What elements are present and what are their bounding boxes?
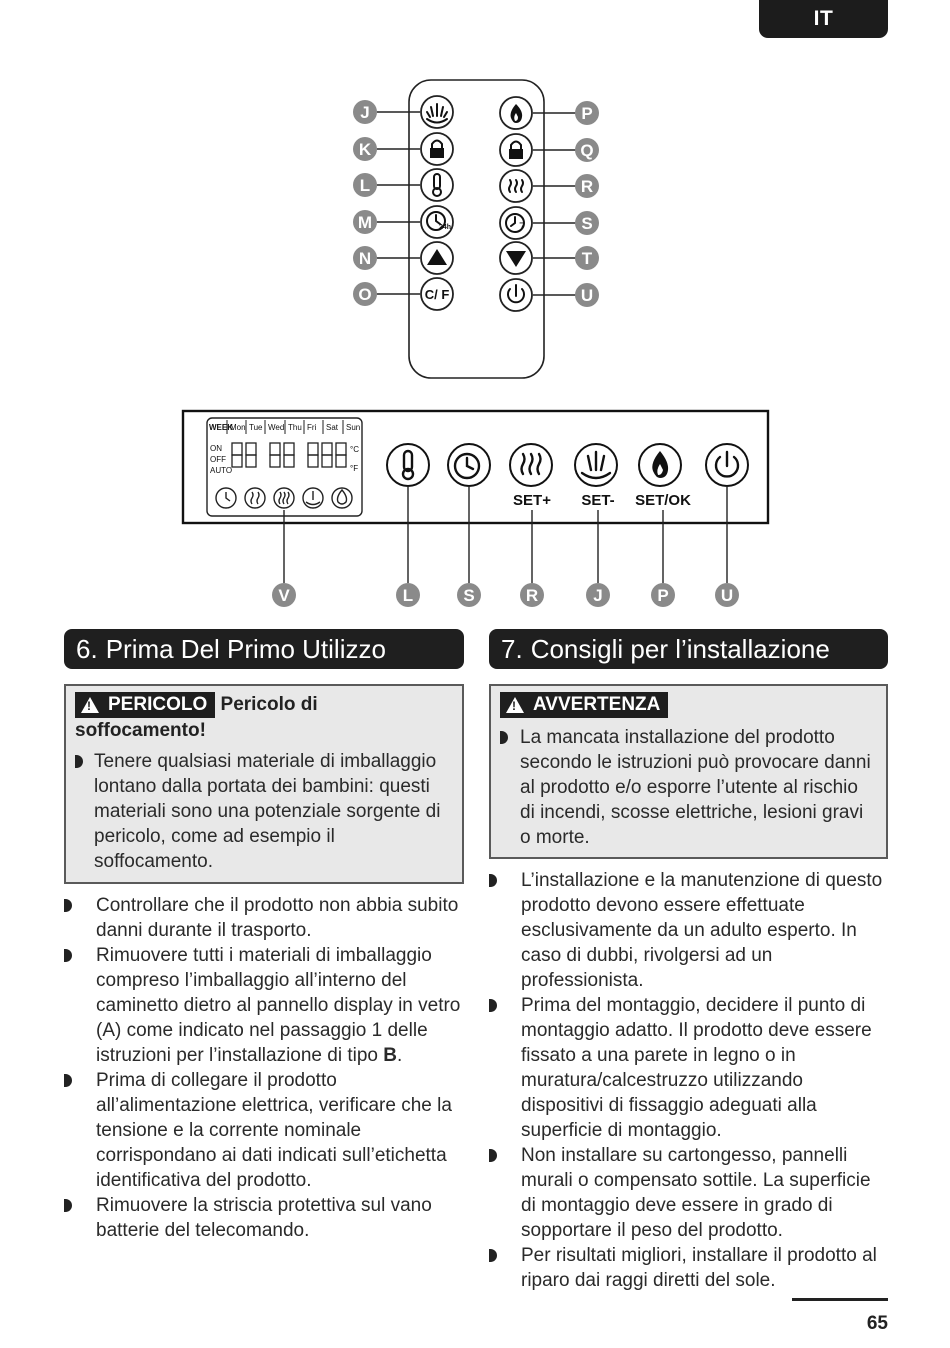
section-6-bullet-2-text: Rimuovere tutti i materiali di imballaggio compreso l’imballaggio all’interno del caminetto dietro al pannello display in vetro (A) come indicato nel passaggio 1 delle istruzioni per l’installazione di tipo bbox=[96, 945, 461, 1066]
lcd-day-wed: Wed bbox=[268, 423, 285, 432]
danger-warning-box bbox=[64, 684, 464, 884]
timer-24h-text: 24h bbox=[439, 224, 452, 231]
caution-bullet: La mancata installazione del prodotto secondo le istruzioni può provocare danni al prodotto e/o esporre l’utente al rischio di incendi, scosse elettriche, lesioni gravi o morte. bbox=[500, 725, 876, 850]
caution-title bbox=[500, 692, 876, 718]
danger-bullet: Tenere qualsiasi materiale di imballaggio lontano dalla portata dei bambini: questi materiali sono una potenziale sorgente di pericolo, come ad esempio il soffocamento. bbox=[75, 749, 452, 874]
caution-badge bbox=[500, 692, 668, 718]
callout-J: J bbox=[360, 103, 370, 122]
section-7-heading bbox=[489, 629, 888, 669]
lcd-unit-c: °C bbox=[350, 445, 359, 454]
section-6-bullet-1: Controllare che il prodotto non abbia subito danni durante il trasporto. bbox=[64, 893, 466, 943]
language-tab: IT bbox=[759, 0, 888, 38]
section-7-bullets bbox=[489, 868, 889, 1293]
warning-triangle-icon bbox=[506, 697, 524, 713]
section-6-bullet-2-end: . bbox=[397, 1045, 403, 1066]
lcd-day-tue: Tue bbox=[249, 423, 263, 432]
weekly-timer-text: 7 bbox=[519, 221, 526, 233]
callout-U: U bbox=[580, 286, 594, 305]
danger-badge-label: PERICOLO bbox=[108, 694, 208, 715]
lcd-day-thu: Thu bbox=[288, 423, 302, 432]
caution-badge-label: AVVERTENZA bbox=[533, 694, 661, 715]
callout-M: M bbox=[357, 213, 373, 232]
footer-rule bbox=[792, 1298, 888, 1301]
callout-K: K bbox=[358, 140, 372, 159]
callout-Q: Q bbox=[580, 141, 594, 160]
lcd-day-fri: Fri bbox=[307, 423, 317, 432]
panel-callout-P: P bbox=[657, 586, 669, 605]
section-6-title: Prima Del Primo Utilizzo bbox=[105, 634, 386, 664]
section-6-bullet-2 bbox=[64, 943, 466, 1068]
section-7-bullet-1: L’installazione e la manutenzione di questo prodotto devono essere effettuate esclusivamente da un adulto esperto. In caso di dubbi, rivolgersi ad un professionista. bbox=[489, 868, 889, 993]
warning-triangle-icon bbox=[81, 697, 99, 713]
callout-L: L bbox=[359, 176, 371, 195]
callout-P: P bbox=[581, 104, 593, 123]
danger-badge bbox=[75, 692, 215, 718]
set-plus-label: SET+ bbox=[513, 492, 551, 509]
section-6-heading bbox=[64, 629, 464, 669]
lcd-day-sat: Sat bbox=[326, 423, 339, 432]
section-7-bullet-2: Prima del montaggio, decidere il punto di montaggio adatto. Il prodotto deve essere fissato a una parete in legno o in muratura/calcestruzzo utilizzando dispositivi di fissaggio adeguati alla superficie di montaggio. bbox=[489, 993, 889, 1143]
lcd-day-mon: Mon bbox=[230, 423, 246, 432]
section-7-title: Consigli per l’installazione bbox=[530, 634, 830, 664]
panel-callout-S: S bbox=[463, 586, 475, 605]
lcd-mode-auto: AUTO bbox=[210, 466, 233, 475]
section-6-number: 6. bbox=[76, 634, 98, 664]
lcd-mode-off: OFF bbox=[210, 455, 226, 464]
remote-left-buttons bbox=[377, 96, 576, 311]
section-7-bullet-4: Per risultati migliori, installare il prodotto al riparo dai raggi diretti del sole. bbox=[489, 1243, 889, 1293]
set-minus-label: SET- bbox=[581, 492, 615, 509]
callout-N: N bbox=[358, 249, 372, 268]
danger-title-part1: Pericolo di bbox=[220, 694, 318, 716]
lcd-mode-on: ON bbox=[210, 444, 222, 453]
caution-warning-box bbox=[489, 684, 888, 859]
section-7-number: 7. bbox=[501, 634, 523, 664]
cf-button-text: C/ F bbox=[424, 287, 450, 302]
set-ok-label: SET/OK bbox=[635, 492, 691, 509]
callout-R: R bbox=[580, 177, 594, 196]
section-7-bullet-3: Non installare su cartongesso, pannelli murali o compensato sottile. La superficie di montaggio deve essere in grado di sopportare il peso del prodotto. bbox=[489, 1143, 889, 1243]
callout-O: O bbox=[358, 285, 372, 304]
danger-title-part2: soffocamento! bbox=[75, 720, 206, 742]
panel-callout-V: V bbox=[278, 586, 290, 605]
danger-title bbox=[75, 692, 452, 744]
panel-callout-R: R bbox=[525, 586, 539, 605]
page-number: 65 bbox=[866, 1313, 888, 1334]
section-6-bullet-2-bold: B bbox=[383, 1045, 397, 1066]
panel-callout-L: L bbox=[402, 586, 414, 605]
callout-T: T bbox=[581, 249, 593, 268]
panel-callout-J: J bbox=[593, 586, 603, 605]
panel-callout-U: U bbox=[720, 586, 734, 605]
section-6-bullet-3: Prima di collegare il prodotto all’alimentazione elettrica, verificare che la tensione e la corrente nominale corrispondano ai dati indicati sull’etichetta identificativa del prodotto. bbox=[64, 1068, 466, 1193]
lcd-week-label: WEEK bbox=[209, 423, 233, 432]
lcd-day-sun: Sun bbox=[346, 423, 361, 432]
lcd-unit-f: °F bbox=[350, 464, 359, 473]
section-6-bullet-4: Rimuovere la striscia protettiva sul vano batterie del telecomando. bbox=[64, 1193, 466, 1243]
device-illustration bbox=[0, 0, 950, 620]
callout-S: S bbox=[581, 214, 593, 233]
section-6-bullets bbox=[64, 893, 466, 1243]
